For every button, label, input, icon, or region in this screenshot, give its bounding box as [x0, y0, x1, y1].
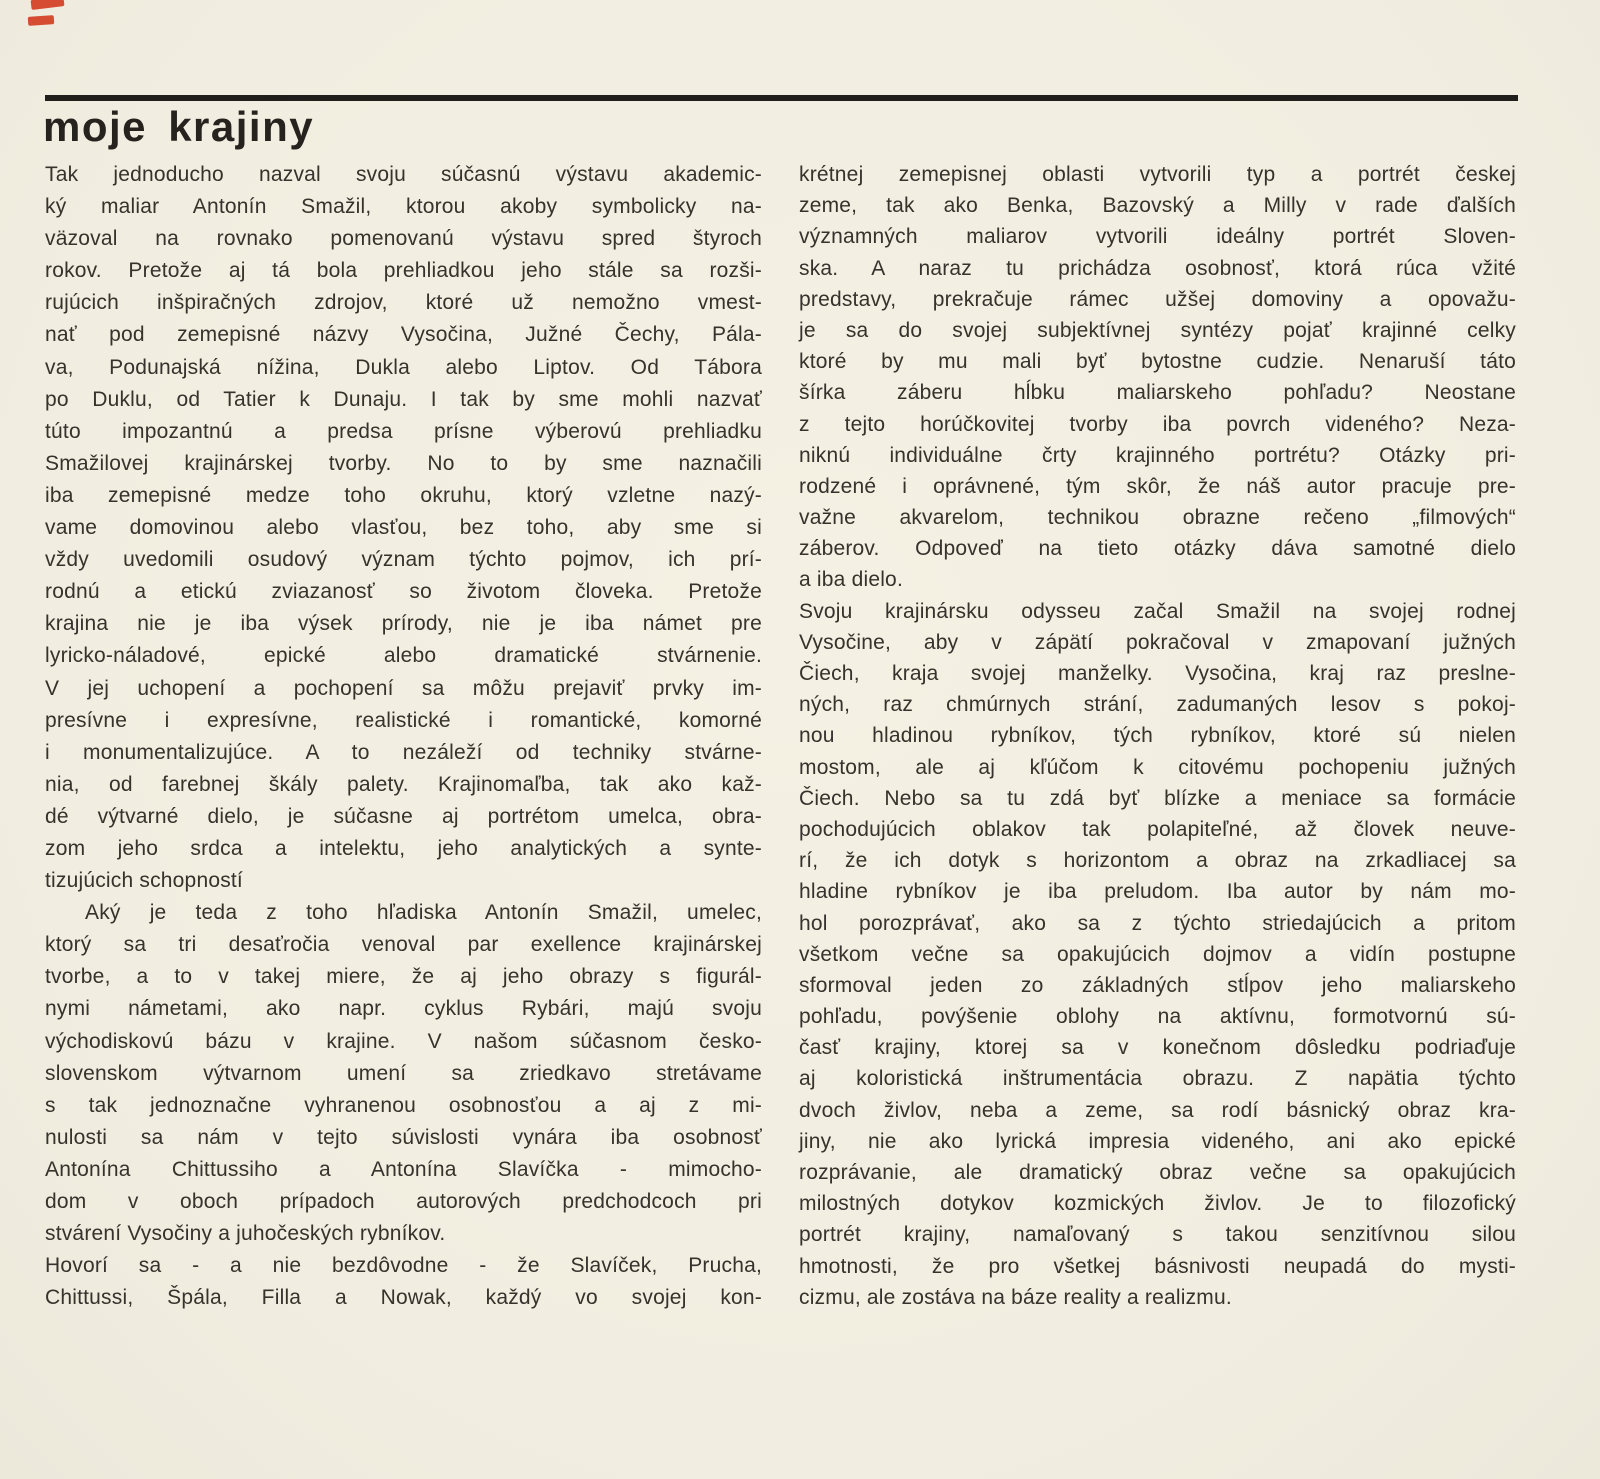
text-line: krajina nie je iba výsek prírody, nie je iba námet pre	[45, 612, 762, 636]
text-line: rí, že ich dotyk s horizontom a obraz na zrkadliacej sa	[799, 849, 1516, 873]
text-line: túto impozantnú a predsa prísne výberovú prehliadku	[45, 419, 762, 443]
text-line: ných, raz chmúrnych strání, zadumaných lesov s pokoj-	[799, 693, 1516, 717]
text-line: Čiech. Nebo sa tu zdá byť blízke a meniace sa formácie	[799, 786, 1516, 810]
text-line: milostných dotykov kozmických živlov. Je to filozofický	[799, 1192, 1516, 1216]
text-line: jiny, nie ako lyrická impresia videného, ani ako epické	[799, 1129, 1516, 1153]
text-line: hladine rybníkov je iba preludom. Iba autor by nám mo-	[799, 880, 1516, 904]
text-line: nať pod zemepisné názvy Vysočina, Južné Čechy, Pála-	[45, 323, 762, 347]
text-line: ktoré by mu mali byť bytostne cudzie. Nenaruší táto	[799, 350, 1516, 374]
text-line: mostom, ale aj kľúčom k citovému pochopeniu južných	[799, 755, 1516, 779]
text-line: aj koloristická inštrumentácia obrazu. Z napätia týchto	[799, 1067, 1516, 1091]
text-line: va, Podunajská nížina, Dukla alebo Liptov. Od Tábora	[45, 355, 762, 379]
text-line: vame domovinou alebo vlasťou, bez toho, aby sme si	[45, 516, 762, 540]
text-line: niknú individuálne črty krajinného portrétu? Otázky pri-	[799, 443, 1516, 467]
text-line: časť krajiny, ktorej sa v konečnom dôsledku podriaďuje	[799, 1036, 1516, 1060]
text-line: významných maliarov vytvorili ideálny portrét Sloven-	[799, 225, 1516, 249]
text-line: važne akvarelom, technikou obrazne rečeno „filmových“	[799, 506, 1516, 530]
text-line: sformoval jeden zo základných stĺpov jeho maliarskeho	[799, 973, 1516, 997]
text-line: krétnej zemepisnej oblasti vytvorili typ a portrét českej	[799, 163, 1516, 186]
text-line: Čiech, kraja svojej manželky. Vysočina, kraj raz preslne-	[799, 662, 1516, 685]
text-line: pohľadu, povýšenie oblohy na aktívnu, formotvornú sú-	[799, 1005, 1516, 1029]
text-line: nou hladinou rybníkov, tých rybníkov, ktoré sú nielen	[799, 724, 1516, 748]
text-line: rokov. Pretože aj tá bola prehliadkou jeho stále sa rozši-	[45, 259, 762, 283]
text-line: zom jeho srdca a intelektu, jeho analytických a synte-	[45, 836, 762, 860]
text-line: Vysočine, aby v zápätí pokračoval v zmapovaní južných	[799, 630, 1516, 654]
text-line: Antonína Chittussiho a Antonína Slavíčka - mimocho-	[45, 1157, 762, 1181]
text-line: portrét krajiny, namaľovaný s takou senzitívnou silou	[799, 1223, 1516, 1247]
text-line: ktorý sa tri desaťročia venoval par exellence krajinárskej	[45, 933, 762, 957]
text-line: tizujúcich schopností	[45, 869, 243, 893]
text-line: V jej uchopení a pochopení sa môžu prejaviť prvky im-	[45, 676, 762, 700]
text-line: Tak jednoducho nazval svoju súčasnú výstavu akademic-	[45, 163, 762, 186]
text-line: Smažilovej krajinárskej tvorby. No to by sme naznačili	[45, 451, 762, 475]
text-line: a iba dielo.	[799, 568, 903, 592]
text-line: ska. A naraz tu prichádza osobnosť, ktorá rúca vžité	[799, 256, 1516, 280]
text-line: dvoch živlov, neba a zeme, sa rodí básnický obraz kra-	[799, 1098, 1516, 1122]
text-line: nymi námetami, ako napr. cyklus Rybári, majú svoju	[45, 997, 762, 1021]
text-line: šírka záberu hĺbku maliarskeho pohľadu? Neostane	[799, 381, 1516, 405]
text-line: presívne i expresívne, realistické i romantické, komorné	[45, 708, 762, 732]
right-text-column	[799, 159, 1516, 1313]
text-line: Chittussi, Špála, Filla a Nowak, každý vo svojej kon-	[45, 1286, 762, 1310]
text-line: cizmu, ale zostáva na báze reality a realizmu.	[799, 1285, 1232, 1309]
text-line: nia, od farebnej škály palety. Krajinomaľba, tak ako kaž-	[45, 772, 762, 796]
text-line: lyricko-náladové, epické alebo dramatické stvárnenie.	[45, 644, 762, 668]
text-line: i monumentalizujúce. A to nezáleží od techniky stvárne-	[45, 740, 762, 764]
text-line: rodnú a etickú zviazanosť so životom človeka. Pretože	[45, 580, 762, 604]
text-line: predstavy, prekračuje rámec užšej domoviny a opovažu-	[799, 287, 1516, 311]
text-line: rodzené i oprávnené, tým skôr, že náš autor pracuje pre-	[799, 474, 1516, 498]
text-line: z tejto horúčkovitej tvorby iba povrch videného? Neza-	[799, 412, 1516, 436]
text-line: rozprávanie, ale dramatický obraz večne sa opakujúcich	[799, 1161, 1516, 1184]
text-line: s tak jednoznačne vyhranenou osobnosťou a aj z mi-	[45, 1093, 762, 1117]
text-line: iba zemepisné medze toho okruhu, ktorý vzletne nazý-	[45, 483, 762, 507]
text-line: hol porozprávať, ako sa z týchto striedajúcich a pritom	[799, 911, 1516, 935]
text-line: po Duklu, od Tatier k Dunaju. I tak by sme mohli nazvať	[45, 387, 762, 411]
text-line: slovenskom výtvarnom umení sa zriedkavo stretávame	[45, 1061, 762, 1085]
text-line: všetkom večne sa opakujúcich dojmov a vidín postupne	[799, 942, 1516, 966]
text-line: záberov. Odpoveď na tieto otázky dáva samotné dielo	[799, 537, 1516, 561]
text-line: nulosti sa nám v tejto súvislosti vynára iba osobnosť	[45, 1125, 762, 1149]
page-title: moje krajiny	[43, 103, 315, 150]
text-line: Svoju krajinársku odysseu začal Smažil na svojej rodnej	[799, 599, 1516, 623]
text-line: Hovorí sa - a nie bezdôvodne - že Slavíček, Prucha,	[45, 1254, 762, 1278]
text-line: zeme, tak ako Benka, Bazovský a Milly v rade ďalších	[799, 194, 1516, 218]
red-pen-mark	[31, 0, 65, 10]
text-line: je sa do svojej subjektívnej syntézy pojať krajinné celky	[799, 318, 1516, 342]
header-rule	[45, 95, 1518, 101]
text-line: vždy uvedomili osudový význam týchto pojmov, ich prí-	[45, 548, 762, 572]
text-line: väzoval na rovnako pomenovanú výstavu spred štyroch	[45, 227, 762, 251]
text-line: ký maliar Antonín Smažil, ktorou akoby symbolicky na-	[45, 195, 762, 219]
text-line: hmotnosti, že pro všetkej básnivosti neupadá do mysti-	[799, 1254, 1516, 1278]
text-line: dom v oboch prípadoch autorových predchodcoch pri	[45, 1190, 762, 1213]
text-line: pochodujúcich oblakov tak polapiteľné, až človek neuve-	[799, 817, 1516, 841]
text-line: východiskovú bázu v krajine. V našom súčasnom česko-	[45, 1029, 762, 1053]
text-line: Aký je teda z toho hľadiska Antonín Smažil, umelec,	[85, 901, 762, 925]
red-pen-mark	[28, 15, 55, 26]
text-line: stvárení Vysočiny a juhočeských rybníkov.	[45, 1222, 446, 1246]
text-line: tvorbe, a to v takej miere, že aj jeho obrazy s figurál-	[45, 965, 762, 989]
text-line: rujúcich inšpiračných zdrojov, ktoré už nemožno vmest-	[45, 291, 762, 315]
text-line: dé výtvarné dielo, je súčasne aj portrétom umelca, obra-	[45, 804, 762, 828]
left-text-column	[45, 159, 762, 1314]
